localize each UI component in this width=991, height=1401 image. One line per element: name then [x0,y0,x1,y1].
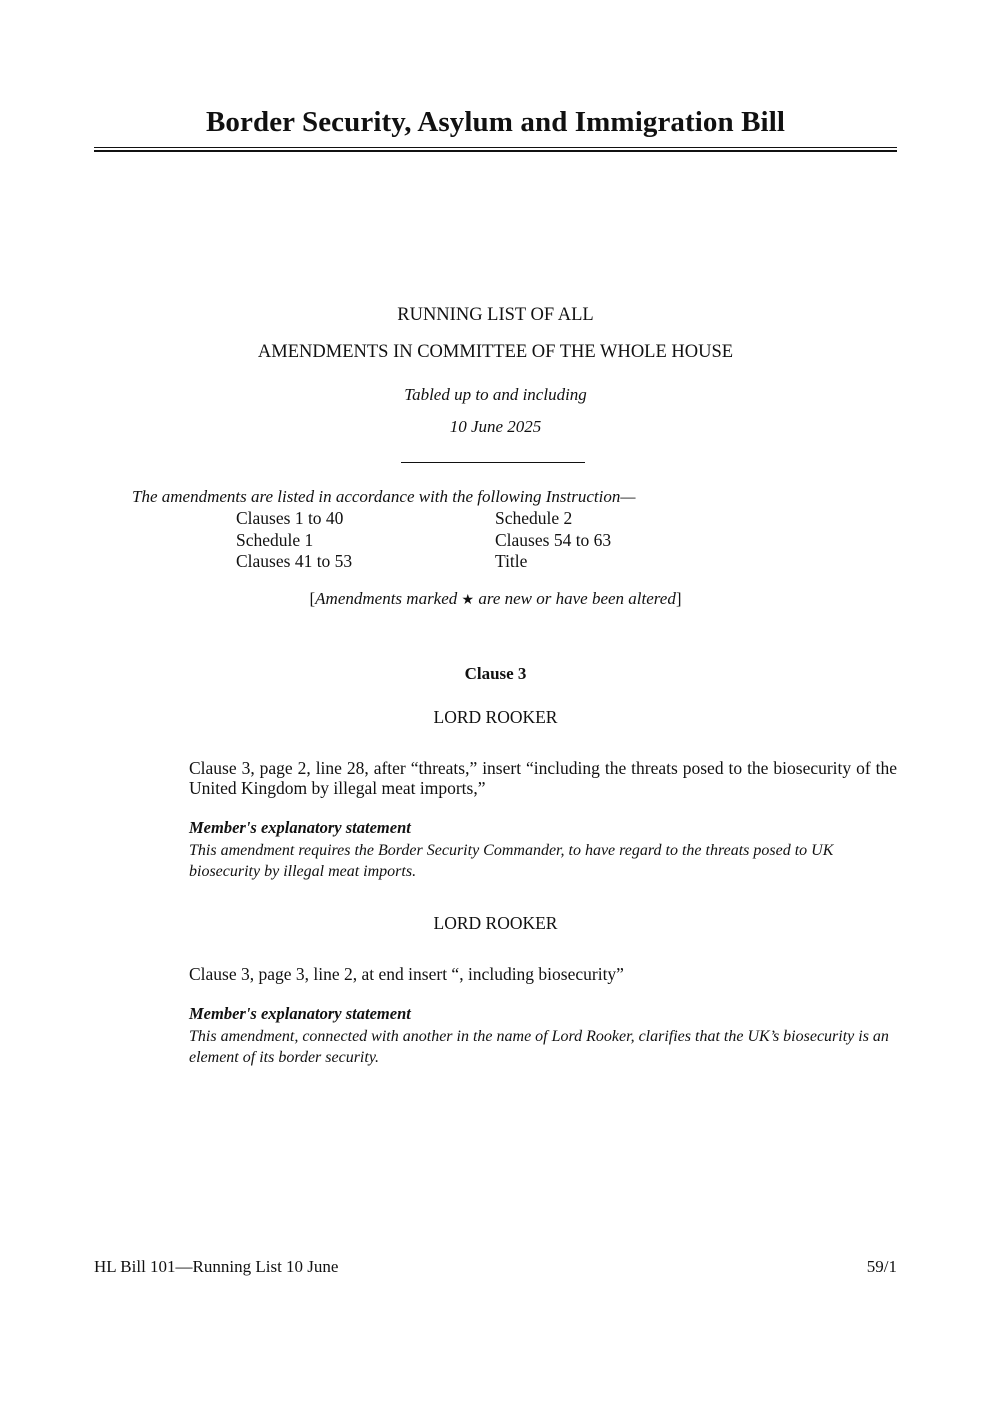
explanatory-statement-heading: Member's explanatory statement [189,818,411,837]
section-divider [401,462,585,463]
heading-line-1: RUNNING LIST OF ALL [397,305,594,325]
tabled-line: Tabled up to and including [404,385,587,404]
explanatory-statement: This amendment requires the Border Security Commander, to have regard to the threats posed to UK biosecurity by illegal meat imports. [189,842,834,880]
instruction-item: Clauses 1 to 40 [236,508,344,528]
footer-bill-reference: HL Bill 101—Running List 10 June [94,1257,339,1276]
new-amendments-note [0,589,991,609]
instruction-column-1 [236,508,352,573]
instruction-item: Schedule 1 [236,529,314,550]
footer-page-number: 59/1 [866,1257,897,1276]
clause-heading: Clause 3 [464,664,527,683]
instruction-item: Clauses 54 to 63 [495,529,612,550]
member-name: LORD ROOKER [433,913,558,933]
note-text-before: Amendments marked [315,589,462,608]
note-text-after: are new or have been altered [474,589,676,608]
instruction-item: Schedule 2 [495,508,573,528]
amendment-text: Clause 3, page 2, line 28, after “threats,” insert “including the threats posed to the biosecurity of the United Kingdom by illegal meat imports,” [189,758,897,798]
instruction-item: Clauses 41 to 53 [236,551,353,571]
star-icon: ★ [461,592,475,608]
explanatory-statement-heading: Member's explanatory statement [189,1004,411,1023]
amendment-text: Clause 3, page 3, line 2, at end insert “, including biosecurity” [189,964,624,984]
instruction-column-2 [495,508,611,573]
explanatory-statement: This amendment, connected with another in the name of Lord Rooker, clarifies that the UK’s biosecurity is an element of its border security. [189,1028,889,1066]
bracket-open: [ [309,589,316,608]
instruction-item: Title [495,551,528,571]
title-rule-thick [94,150,897,152]
member-name: LORD ROOKER [433,707,558,727]
tabled-date: 10 June 2025 [449,417,542,436]
heading-line-2: AMENDMENTS IN COMMITTEE OF THE WHOLE HOUSE [257,342,734,362]
title-rule-thin [94,147,897,148]
instruction-text: The amendments are listed in accordance with the following Instruction— [132,487,636,506]
bill-title: Border Security, Asylum and Immigration Bill [205,106,786,138]
bracket-close: ] [675,589,682,608]
